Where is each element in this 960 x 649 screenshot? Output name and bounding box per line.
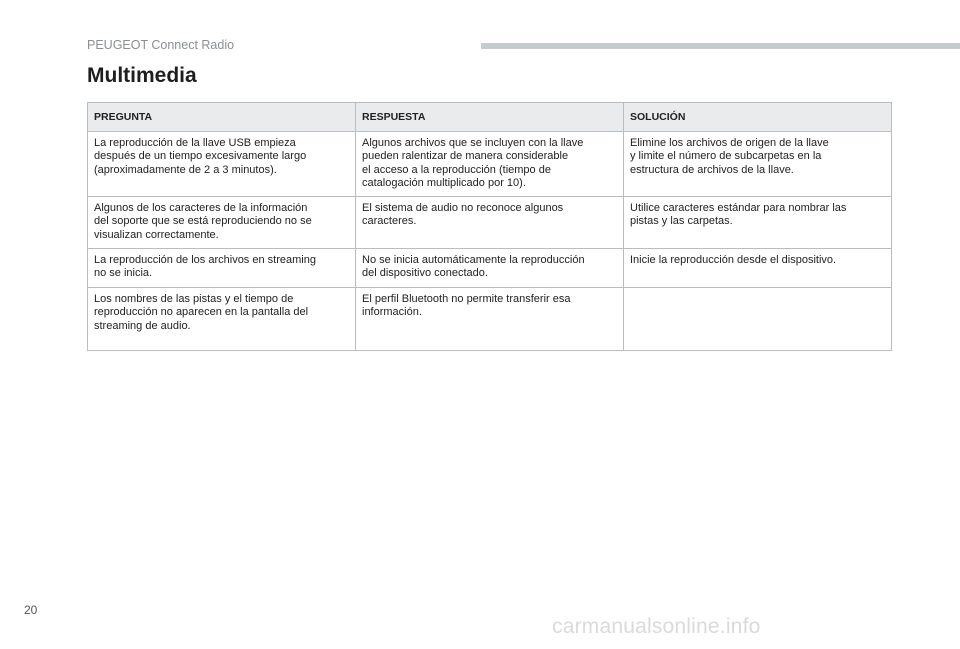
solution-cell bbox=[624, 288, 892, 351]
column-header-solution: SOLUCIÓN bbox=[624, 103, 892, 132]
table-row bbox=[88, 288, 892, 351]
answer-cell: Algunos archivos que se incluyen con la llave pueden ralentizar de manera considerable el acceso a la reproducción (tiempo de catalogación multiplicado por 10). bbox=[356, 132, 624, 197]
table-row bbox=[88, 132, 892, 197]
solution-cell: Inicie la reproducción desde el dispositivo. bbox=[624, 249, 892, 288]
running-header-title: PEUGEOT Connect Radio bbox=[87, 38, 235, 52]
solution-cell: Utilice caracteres estándar para nombrar las pistas y las carpetas. bbox=[624, 197, 892, 249]
section-title: Multimedia bbox=[87, 64, 197, 87]
answer-cell: El sistema de audio no reconoce algunos caracteres. bbox=[356, 197, 624, 249]
answer-cell: El perfil Bluetooth no permite transferir esa información. bbox=[356, 288, 624, 351]
column-header-answer: RESPUESTA bbox=[356, 103, 624, 132]
column-header-question: PREGUNTA bbox=[88, 103, 356, 132]
table-row bbox=[88, 249, 892, 288]
table-row bbox=[88, 197, 892, 249]
header-rule bbox=[481, 43, 960, 49]
question-cell: La reproducción de la llave USB empieza después de un tiempo excesivamente largo (aproximadamente de 2 a 3 minutos). bbox=[88, 132, 356, 197]
page-number: 20 bbox=[24, 603, 38, 617]
question-cell: Algunos de los caracteres de la información del soporte que se está reproduciendo no se visualizan correctamente. bbox=[88, 197, 356, 249]
question-cell: La reproducción de los archivos en streaming no se inicia. bbox=[88, 249, 356, 288]
solution-cell: Elimine los archivos de origen de la llave y limite el número de subcarpetas en la estructura de archivos de la llave. bbox=[624, 132, 892, 197]
watermark: carmanualsonline.info bbox=[552, 615, 761, 638]
question-cell: Los nombres de las pistas y el tiempo de reproducción no aparecen en la pantalla del streaming de audio. bbox=[88, 288, 356, 351]
table-header-row bbox=[88, 103, 892, 132]
answer-cell: No se inicia automáticamente la reproducción del dispositivo conectado. bbox=[356, 249, 624, 288]
faq-table bbox=[87, 102, 892, 351]
